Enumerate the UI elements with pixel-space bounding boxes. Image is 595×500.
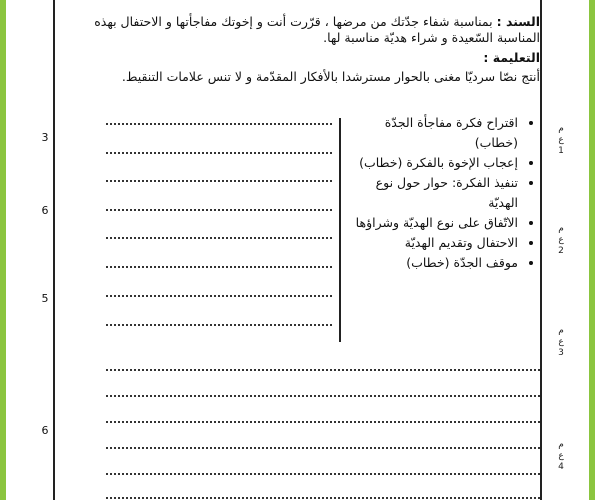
criterion-marker [555, 326, 567, 359]
criterion-num: 3 [558, 348, 564, 358]
criterion-top: م [558, 124, 564, 134]
right-frame-line [540, 0, 542, 500]
criterion-mid: ع [558, 337, 564, 347]
criterion-num: 1 [558, 146, 564, 156]
criterion-mid: ع [558, 451, 564, 461]
header-section [60, 14, 540, 85]
idea-item: • الاحتفال وتقديم الهديّة [344, 233, 518, 253]
writing-line[interactable] [106, 446, 540, 449]
criterion-marker [555, 440, 567, 473]
prompt-text-line1: بمناسبة شفاء جدّتك من مرضها ، قرّرت أنت و إخوتك مفاجأتها و الاحتفال بهذه [94, 14, 493, 29]
idea-item: • موقف الجدّة (خطاب) [344, 253, 518, 273]
score-number: 5 [41, 292, 49, 305]
score-number: 3 [41, 131, 49, 144]
writing-line[interactable] [106, 265, 332, 268]
writing-line[interactable] [106, 420, 540, 423]
ideas-list [344, 113, 536, 273]
right-green-border [589, 0, 595, 500]
idea-item: • الاتّفاق على نوع الهديّة وشراؤها [344, 213, 518, 233]
score-number: 6 [41, 204, 49, 217]
criterion-num: 4 [558, 462, 564, 472]
criterion-top: م [558, 326, 564, 336]
writing-line[interactable] [106, 208, 332, 211]
criterion-mid: ع [558, 235, 564, 245]
idea-item: • اقتراح فكرة مفاجأة الجدّة (خطاب) [344, 113, 518, 153]
prompt-paragraph [60, 14, 540, 30]
writing-line[interactable] [106, 179, 332, 182]
writing-line[interactable] [106, 151, 332, 154]
criterion-mid: ع [558, 135, 564, 145]
writing-line[interactable] [106, 368, 540, 371]
score-number: 6 [41, 424, 49, 437]
idea-item: • إعجاب الإخوة بالفكرة (خطاب) [344, 153, 518, 173]
writing-line[interactable] [106, 394, 540, 397]
instruction-text: أنتج نصّا سرديّا مغنى بالحوار مسترشدا بالأفكار المقدّمة و لا تنس علامات التنقيط. [121, 69, 540, 84]
writing-line[interactable] [106, 122, 332, 125]
criterion-num: 2 [558, 246, 564, 256]
idea-item: • تنفيذ الفكرة: حوار حول نوع الهديّة [344, 173, 518, 213]
criterion-top: م [558, 224, 564, 234]
writing-line[interactable] [106, 236, 332, 239]
criterion-top: م [558, 440, 564, 450]
writing-line[interactable] [106, 294, 332, 297]
prompt-text-line2: المناسبة السّعيدة و شراء هديّة مناسبة لها. [323, 30, 540, 45]
writing-line[interactable] [106, 472, 540, 475]
writing-line[interactable] [106, 323, 332, 326]
criterion-marker [555, 124, 567, 157]
divider-line [339, 118, 341, 342]
prompt-label: السند : [496, 14, 540, 29]
writing-line[interactable] [106, 496, 540, 499]
instruction-label: التعليمة : [483, 50, 540, 65]
left-green-border [0, 0, 6, 500]
criterion-marker [555, 224, 567, 257]
left-frame-line [53, 0, 55, 500]
